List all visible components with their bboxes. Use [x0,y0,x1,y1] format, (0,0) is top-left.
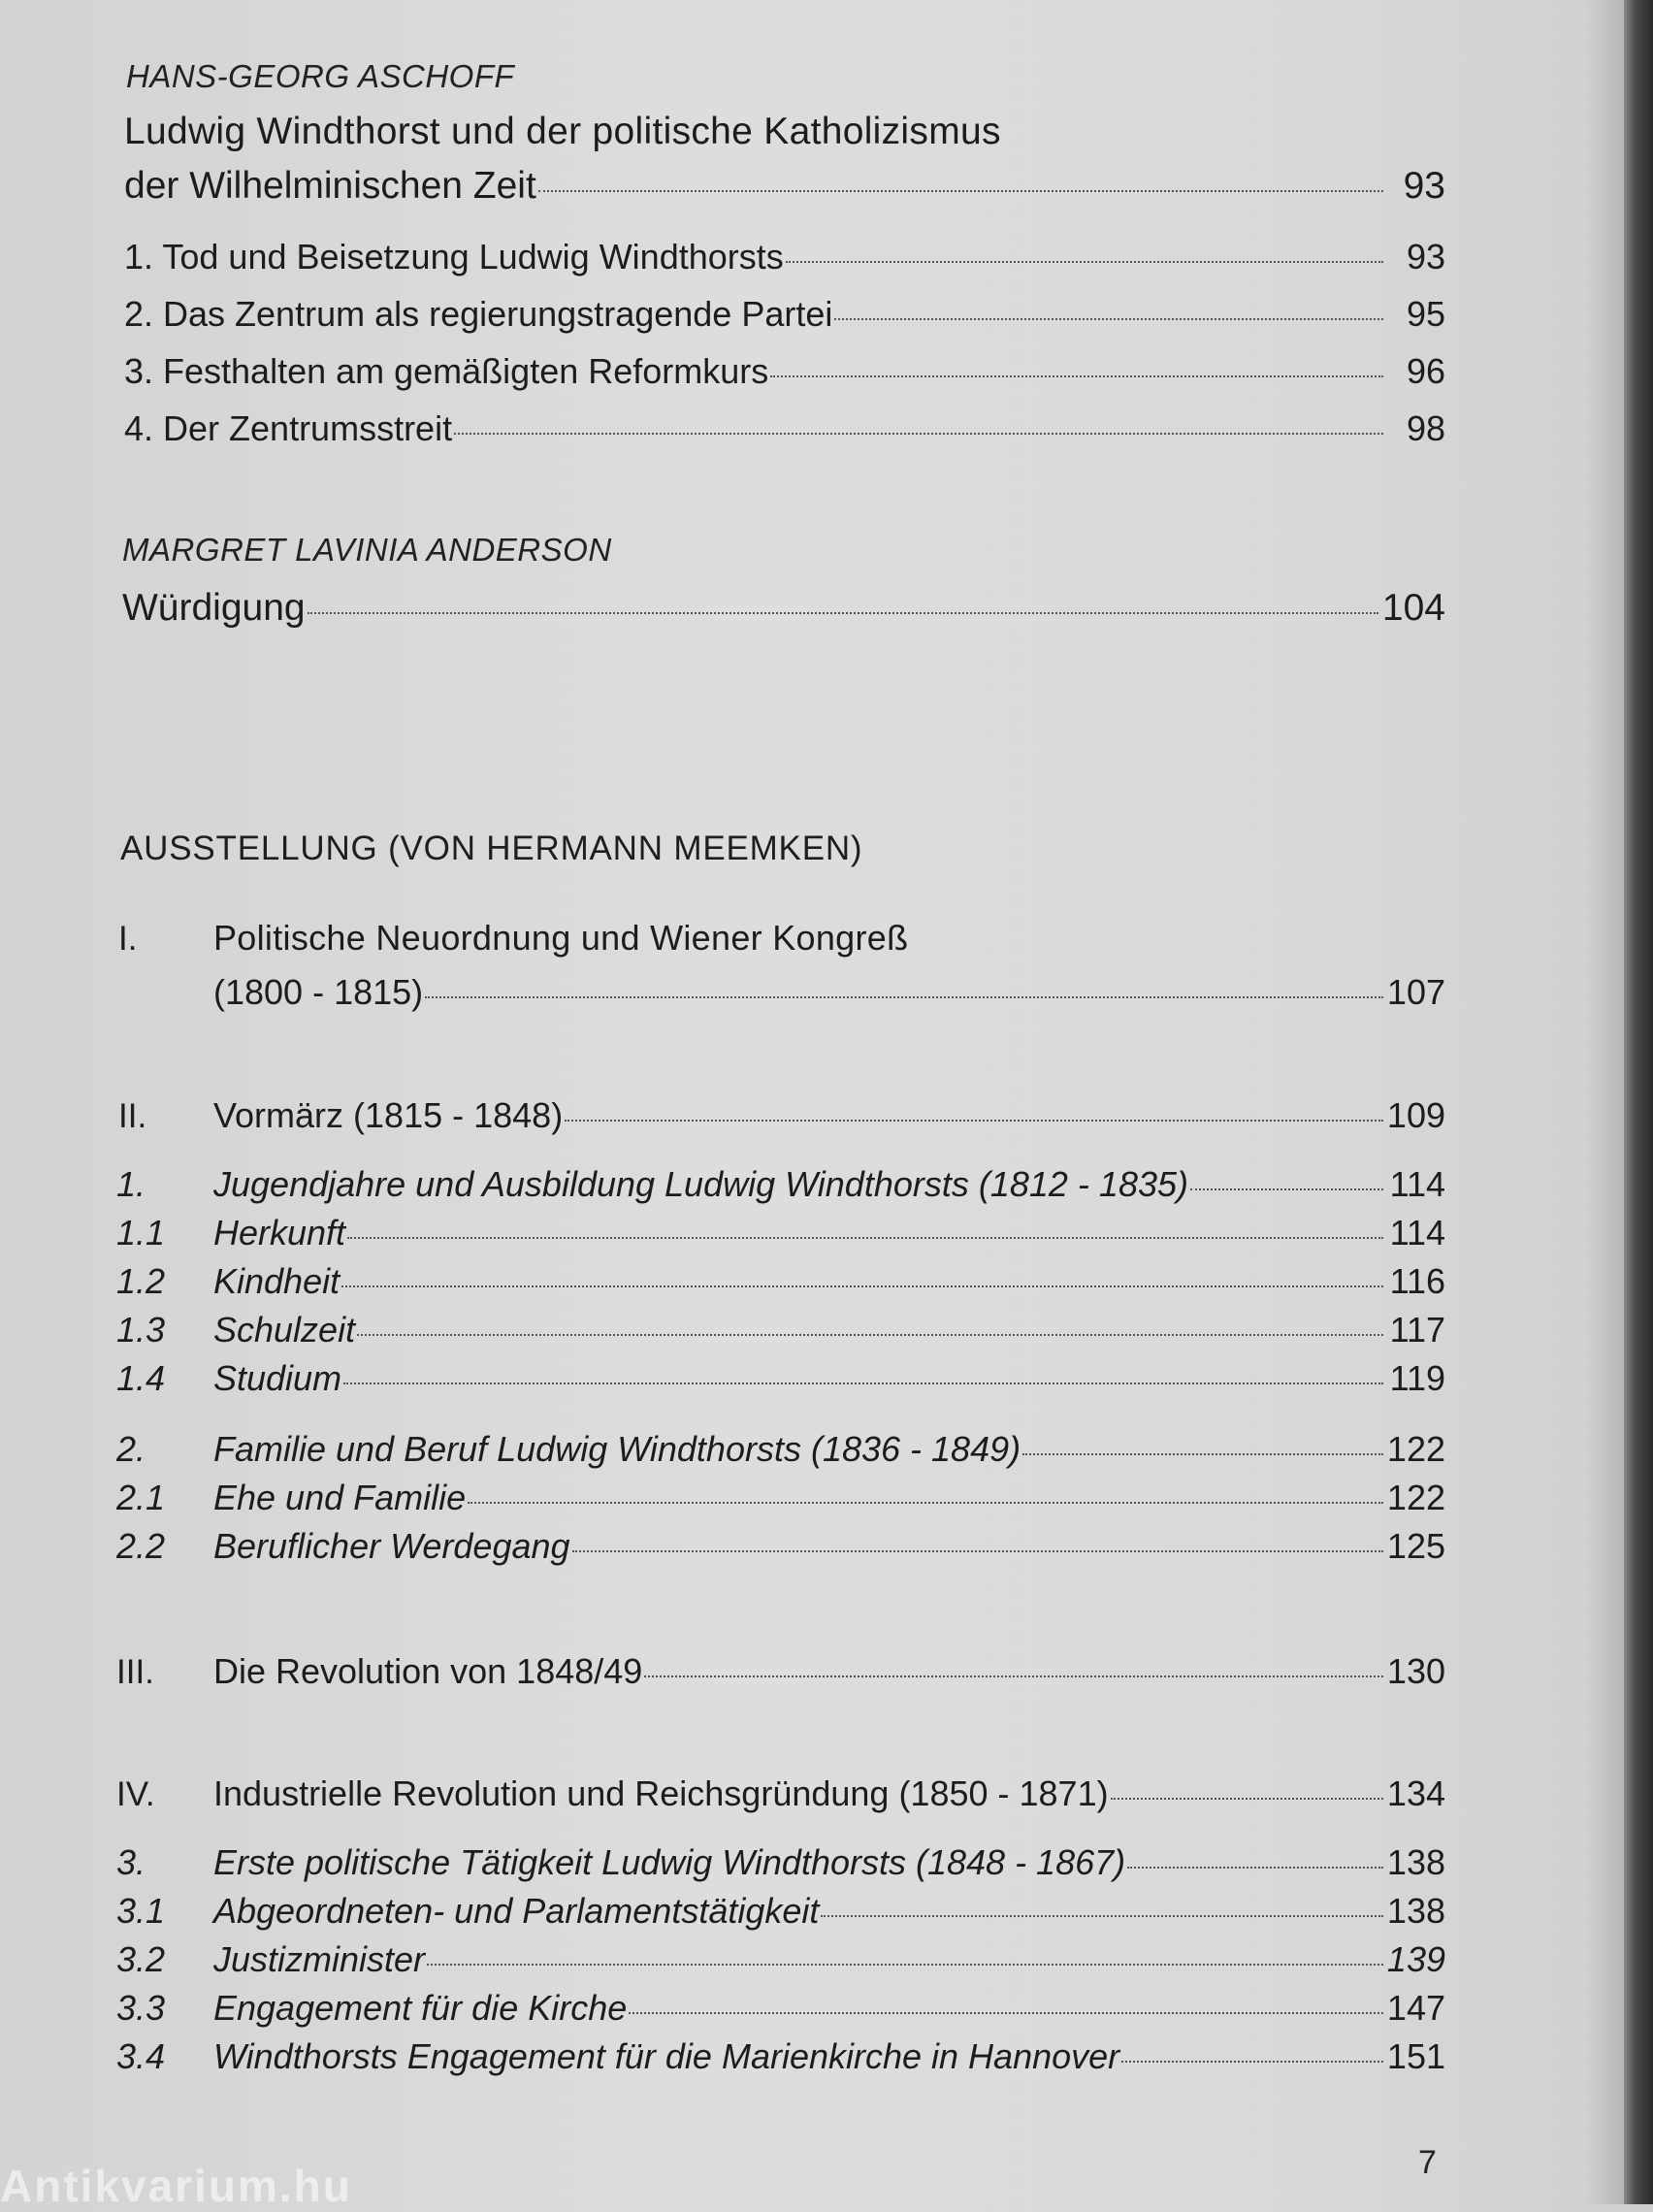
toc-subentry-page: 119 [1389,1358,1445,1398]
leader-dots [1022,1453,1383,1455]
leader-dots [343,1382,1383,1384]
part2-page: 109 [1386,1095,1445,1135]
essay1-title-page: 93 [1403,165,1445,207]
leader-dots [565,1120,1383,1122]
leader-dots [427,1964,1383,1966]
leader-dots [834,318,1383,320]
toc-subentry [116,1988,1445,2029]
leader-dots [454,433,1383,435]
part4-numeral: IV. [116,1775,155,1813]
toc-subentry-num: 3.4 [116,2036,166,2076]
leader-dots [347,1237,1383,1239]
page-number: 7 [1418,2144,1437,2181]
toc-subentry [116,1891,1445,1932]
toc-subentry-text: Studium [213,1358,342,1398]
toc-subentry [116,1842,1445,1883]
part2-numeral: II. [118,1097,147,1135]
toc-subentry-page: 116 [1389,1261,1445,1301]
essay1-title-row [124,165,1445,208]
essay2-title-row [122,587,1445,630]
essay1-author: HANS-GEORG ASCHOFF [126,58,515,94]
toc-subentry-page: 147 [1386,1988,1445,2028]
part3-title: Die Revolution von 1848/49 [213,1651,643,1691]
toc-entry-text: 1. Tod und Beisetzung Ludwig Windthorsts [124,237,784,276]
toc-subentry [116,1164,1445,1205]
part4-page: 134 [1386,1773,1445,1813]
essay1-title-line2: der Wilhelminischen Zeit [124,165,536,207]
part1-title-row [213,972,1445,1013]
part4-title: Industrielle Revolution und Reichsgründung (1850 - 1871) [213,1773,1109,1813]
part4-title-row [213,1773,1445,1814]
toc-subentry-num: 1.4 [116,1358,166,1398]
leader-dots [1121,2061,1383,2063]
toc-subentry-num: 1.3 [116,1310,166,1350]
leader-dots [357,1334,1383,1336]
toc-subentry-num: 2. [116,1429,146,1469]
part3-page: 130 [1386,1651,1445,1691]
toc-subentry-page: 151 [1386,2036,1445,2076]
leader-dots [308,612,1378,614]
toc-entry-page: 93 [1406,237,1445,276]
toc-subentry-num: 3.1 [116,1891,166,1931]
toc-subentry-num: 3.3 [116,1988,166,2028]
toc-subentry-text: Justizminister [213,1939,426,1979]
toc-subentry [116,1213,1445,1253]
part1-page: 107 [1386,972,1445,1012]
leader-dots [572,1550,1383,1552]
toc-subentry-num: 3. [116,1842,146,1882]
essay1-title-line1: Ludwig Windthorst und der politische Katholizismus [124,111,1001,152]
toc-subentry-page: 139 [1386,1939,1445,1979]
essay2-author: MARGRET LAVINIA ANDERSON [122,532,612,568]
toc-subentry-text: Beruflicher Werdegang [213,1526,570,1566]
toc-subentry-page: 138 [1386,1891,1445,1931]
toc-subentry-text: Abgeordneten- und Parlamentstätigkeit [213,1891,820,1931]
toc-subentry-page: 138 [1386,1842,1445,1882]
leader-dots [770,375,1383,377]
toc-entry [124,237,1445,277]
toc-entry [124,294,1445,335]
toc-subentry [116,1358,1445,1399]
toc-subentry-page: 122 [1386,1429,1445,1469]
toc-subentry-num: 2.2 [116,1526,166,1566]
toc-entry-text: 4. Der Zentrumsstreit [124,408,453,448]
leader-dots [425,996,1383,998]
toc-subentry [116,1261,1445,1302]
leader-dots [644,1675,1383,1677]
leader-dots [629,2012,1383,2014]
toc-subentry-text: Jugendjahre und Ausbildung Ludwig Windthorsts (1812 - 1835) [213,1164,1188,1204]
part1-title-line2: (1800 - 1815) [213,972,424,1012]
essay2-page: 104 [1381,587,1445,629]
toc-subentry-num: 3.2 [116,1939,166,1979]
exhibition-heading: AUSSTELLUNG (VON HERMANN MEEMKEN) [120,830,863,867]
toc-subentry-text: Engagement für die Kirche [213,1988,628,2028]
toc-entry-text: 2. Das Zentrum als regierungstragende Partei [124,294,833,334]
toc-subentry-text: Erste politische Tätigkeit Ludwig Windthorsts (1848 - 1867) [213,1842,1126,1882]
toc-entry [124,351,1445,392]
leader-dots [538,190,1383,192]
toc-entry-page: 95 [1406,294,1445,334]
part1-title-line1: Politische Neuordnung und Wiener Kongreß [213,918,909,958]
part3-title-row [213,1651,1445,1692]
toc-subentry-num: 1. [116,1164,146,1204]
toc-subentry [116,1478,1445,1518]
toc-subentry-text: Schulzeit [213,1310,356,1350]
toc-entry-page: 96 [1406,351,1445,391]
leader-dots [1111,1798,1383,1800]
toc-subentry-page: 114 [1389,1164,1445,1204]
essay2-title: Würdigung [122,587,306,629]
part3-numeral: III. [116,1653,154,1691]
toc-subentry-page: 125 [1386,1526,1445,1566]
toc-subentry-text: Kindheit [213,1261,340,1301]
toc-subentry-text: Herkunft [213,1213,346,1252]
toc-subentry-text: Ehe und Familie [213,1478,467,1517]
leader-dots [821,1915,1383,1917]
watermark: Antikvarium.hu [0,2161,352,2211]
toc-subentry-page: 117 [1389,1310,1445,1350]
part2-title-row [213,1095,1445,1136]
toc-subentry-page: 122 [1386,1478,1445,1517]
toc-entry [124,408,1445,449]
toc-subentry-num: 2.1 [116,1478,166,1517]
toc-subentry-num: 1.2 [116,1261,166,1301]
toc-subentry [116,1310,1445,1350]
part1-numeral: I. [118,920,138,958]
leader-dots [468,1502,1383,1504]
toc-entry-page: 98 [1406,408,1445,448]
toc-entry-text: 3. Festhalten am gemäßigten Reformkurs [124,351,769,391]
toc-subentry [116,2036,1445,2077]
toc-subentry [116,1526,1445,1567]
toc-subentry-text: Familie und Beruf Ludwig Windthorsts (1836 - 1849) [213,1429,1021,1469]
toc-subentry [116,1429,1445,1470]
part2-title: Vormärz (1815 - 1848) [213,1095,564,1135]
toc-subentry-num: 1.1 [116,1213,166,1252]
leader-dots [341,1285,1383,1287]
leader-dots [1190,1188,1383,1190]
toc-subentry [116,1939,1445,1980]
toc-subentry-text: Windthorsts Engagement für die Marienkirche in Hannover [213,2036,1120,2076]
leader-dots [1127,1867,1383,1869]
leader-dots [786,261,1383,263]
toc-subentry-page: 114 [1389,1213,1445,1252]
